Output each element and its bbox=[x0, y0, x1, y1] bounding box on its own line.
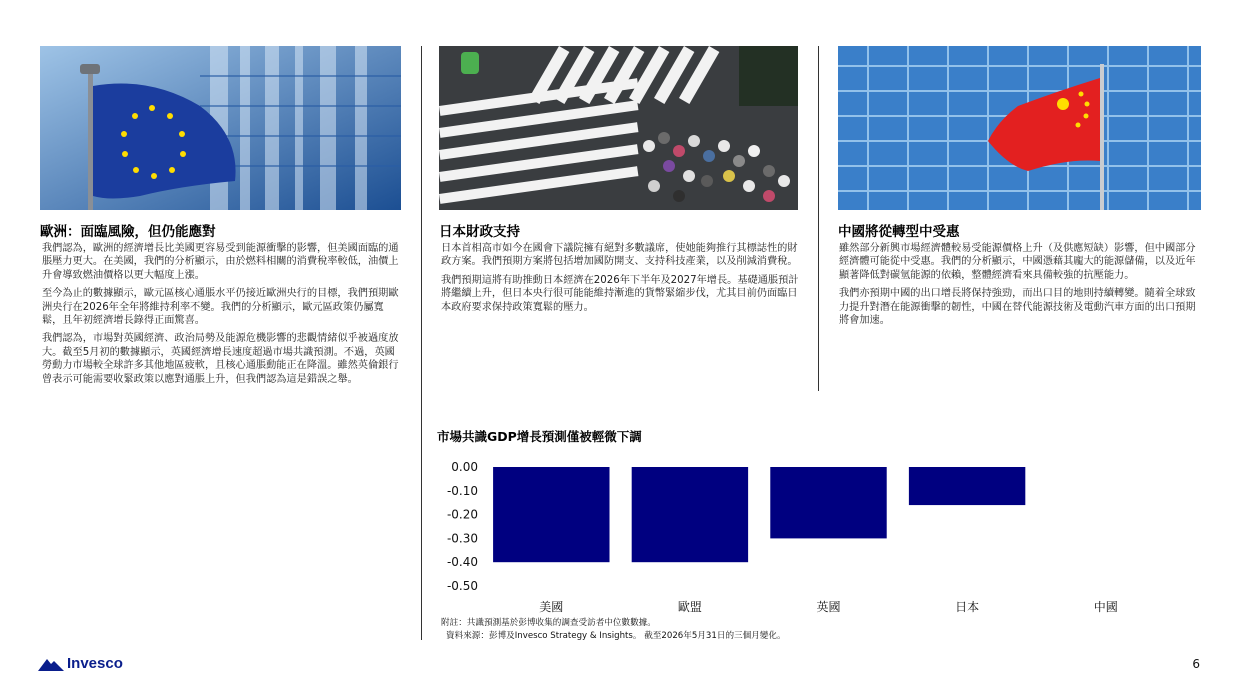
china-flag-photo bbox=[838, 46, 1201, 210]
paragraph: 雖然部分新興市場經濟體較易受能源價格上升（及供應短缺）影響，但中國部分經濟體可能從中受惠。我們的分析顯示，中國憑藉其龐大的能源儲備，以及近年顯著降低對碳氫能源的依賴，整體經濟看來具備較強的抗壓能力。 bbox=[839, 243, 1196, 281]
x-tick-label: 英國 bbox=[816, 600, 841, 614]
column-title-japan: 日本財政支持 bbox=[439, 224, 520, 240]
tokyo-crossing-photo bbox=[439, 46, 798, 210]
y-tick-label: -0.30 bbox=[446, 531, 478, 546]
y-tick-label: -0.10 bbox=[446, 483, 478, 498]
paragraph: 日本首相高市如今在國會下議院擁有絕對多數議席，使她能夠推行其標誌性的財政方案。我們預期方案將包括增加國防開支、支持科技產業，以及削減消費稅。 bbox=[441, 243, 798, 268]
column-body-japan bbox=[441, 242, 799, 319]
x-tick-label: 日本 bbox=[955, 600, 980, 614]
chart-note: 附註：共識預測基於彭博收集的調查受訪者中位數數據。 bbox=[441, 618, 656, 628]
gdp-forecast-bar-chart bbox=[430, 450, 1190, 630]
y-tick-label: -0.40 bbox=[446, 555, 478, 570]
paragraph: 至今為止的數據顯示，歐元區核心通脹水平仍接近歐洲央行的目標，我們預期歐洲央行在2026年全年將維持利率不變。我們的分析顯示，歐元區政策仍屬寬鬆，且年初經濟增長錄得正面驚喜。 bbox=[42, 288, 399, 327]
bar-1 bbox=[632, 467, 748, 562]
mountain-icon bbox=[38, 657, 64, 671]
page-number: 6 bbox=[1192, 657, 1200, 671]
y-tick-label: -0.20 bbox=[446, 507, 478, 522]
column-title-china: 中國將從轉型中受惠 bbox=[838, 224, 960, 240]
bar-2 bbox=[770, 467, 886, 538]
paragraph: 我們亦預期中國的出口增長將保持強勁，而出口目的地則持續轉變。隨着全球致力提升對潛在能源衝擊的韌性，中國在替代能源技術及電動汽車方面的出口預期將會加速。 bbox=[839, 288, 1196, 327]
chart-title: 市場共識GDP增長預測僅被輕微下調 bbox=[437, 429, 642, 444]
brand-name: Invesco bbox=[67, 655, 123, 672]
paragraph: 我們預期這將有助推動日本經濟在2026年下半年及2027年增長。基礎通脹預計將繼續上升，但日本央行很可能能維持漸進的貨幣緊縮步伐，尤其目前仍面臨日本政府要求保持政策寬鬆的壓力。 bbox=[441, 274, 799, 313]
chart-source: 資料來源：彭博及Invesco Strategy & Insights。 截至2026年5月31日的三個月變化。 bbox=[446, 631, 786, 641]
paragraph: 我們認為，歐洲的經濟增長比美國更容易受到能源衝擊的影響，但美國面臨的通脹壓力更大。在美國，我們的分析顯示，由於燃料相關的消費稅率較低，油價上升會導致燃油價格以更大幅度上漲。 bbox=[42, 243, 399, 281]
x-tick-label: 中國 bbox=[1093, 600, 1118, 614]
y-tick-label: -0.50 bbox=[446, 579, 478, 593]
column-divider bbox=[421, 46, 422, 640]
invesco-logo bbox=[38, 655, 123, 672]
paragraph: 我們認為，市場對英國經濟、政治局勢及能源危機影響的悲觀情緒似乎被過度放大。截至5月初的數據顯示，英國經濟增長速度超過市場共識預測。不過，英國勞動力市場較全球許多其他地區疲軟，且核心通脹動能正在降溫。雖然英倫銀行曾表示可能需要收緊政策以應對通脹上升，但我們認為這是錯誤之舉。 bbox=[42, 333, 399, 385]
column-title-europe: 歐洲：面臨風險，但仍能應對 bbox=[40, 224, 216, 240]
column-body-china bbox=[839, 242, 1201, 332]
x-tick-label: 歐盟 bbox=[677, 600, 702, 614]
column-divider bbox=[818, 46, 819, 391]
bar-0 bbox=[493, 467, 609, 562]
x-tick-label: 美國 bbox=[539, 600, 564, 614]
column-body-europe bbox=[42, 242, 404, 391]
bar-3 bbox=[909, 467, 1025, 505]
eu-flag-photo bbox=[40, 46, 401, 210]
y-tick-label: 0.00 bbox=[451, 460, 478, 474]
